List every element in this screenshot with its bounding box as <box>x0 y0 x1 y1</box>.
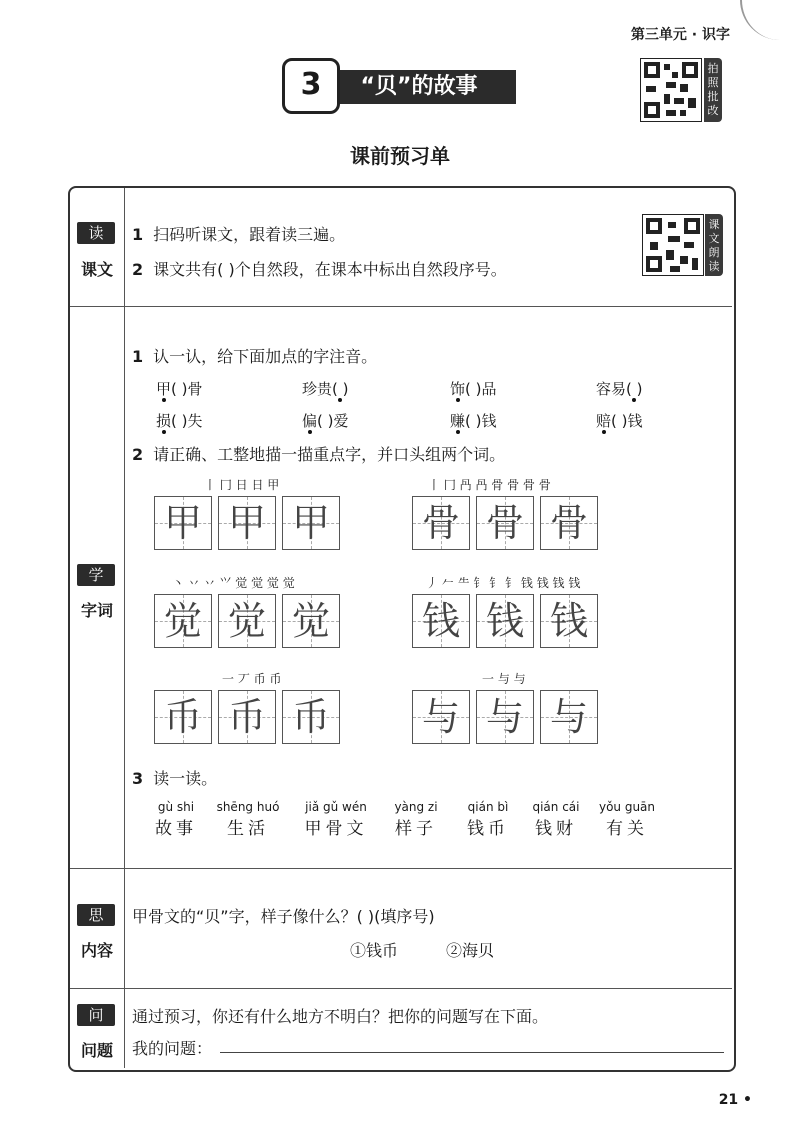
emphasis-dot <box>338 398 342 402</box>
learn-question-3: 3 读一读。 <box>132 769 218 788</box>
emphasis-dot <box>632 398 636 402</box>
tracing-box[interactable]: 觉 <box>282 594 340 648</box>
learn-question-2: 2 请正确、工整地描一描重点字，并口头组两个词。 <box>132 445 506 464</box>
word-item <box>384 800 448 839</box>
emphasis-dot <box>456 430 460 434</box>
word-hanzi: 有关 <box>606 819 648 839</box>
annotate-item: 赔( )钱 <box>596 412 643 430</box>
annotate-item: 珍贵( ) <box>302 380 349 398</box>
tracing-box[interactable]: 觉 <box>218 594 276 648</box>
annotate-item: 容易( ) <box>596 380 643 398</box>
tracing-box[interactable]: 钱 <box>476 594 534 648</box>
section-label-ask: 问题 <box>80 1041 113 1060</box>
word-item <box>456 800 520 839</box>
stroke-order: 一 丆 币 币 <box>222 672 282 686</box>
stroke-order: 一 与 与 <box>482 672 526 686</box>
emphasis-dot <box>162 398 166 402</box>
emphasis-dot <box>602 430 606 434</box>
column-divider <box>124 188 125 1068</box>
emphasis-dot <box>162 430 166 434</box>
word-pinyin: gù shi <box>157 800 195 814</box>
qr-side-label-reading: 课文朗读 <box>705 214 723 276</box>
word-pinyin: qián bì <box>467 800 509 814</box>
row-divider <box>70 988 732 989</box>
tracing-box[interactable]: 与 <box>540 690 598 744</box>
section-tag-read: 读 <box>77 222 115 244</box>
word-hanzi: 样子 <box>395 819 437 839</box>
annotate-item: 偏( )爱 <box>302 412 349 430</box>
annotate-item: 甲( )骨 <box>156 380 203 398</box>
tracing-box[interactable]: 币 <box>154 690 212 744</box>
lesson-title: “贝”的故事 <box>322 70 516 104</box>
qr-side-label-grading: 拍照批改 <box>704 58 722 122</box>
stroke-order: 丨 冂 冎 冎 骨 骨 骨 骨 <box>428 478 551 492</box>
tracing-box[interactable]: 骨 <box>476 496 534 550</box>
word-hanzi: 故事 <box>155 819 197 839</box>
tracing-box[interactable]: 与 <box>476 690 534 744</box>
tracing-box[interactable]: 币 <box>218 690 276 744</box>
unit-label: 第三单元 · 识字 <box>630 27 730 43</box>
tracing-box[interactable]: 钱 <box>412 594 470 648</box>
emphasis-dot <box>308 430 312 434</box>
think-question: 甲骨文的“贝”字，样子像什么？( )(填序号) <box>132 907 435 926</box>
tracing-grid-gu <box>412 496 598 550</box>
word-hanzi: 钱币 <box>467 819 509 839</box>
tracing-grid-jue <box>154 594 340 648</box>
tracing-grid-yu <box>412 690 598 744</box>
think-option-2: ②海贝 <box>446 941 495 960</box>
tracing-box[interactable]: 觉 <box>154 594 212 648</box>
section-label-learn: 字词 <box>80 601 113 620</box>
section-label-think: 内容 <box>80 941 113 960</box>
tracing-grid-qian <box>412 594 598 648</box>
tracing-box[interactable]: 币 <box>282 690 340 744</box>
section-tag-think: 思 <box>77 904 115 926</box>
word-pinyin: jiǎ gǔ wén <box>305 800 367 814</box>
annotate-item: 损( )失 <box>156 412 203 430</box>
tracing-box[interactable]: 与 <box>412 690 470 744</box>
think-option-1: ①钱币 <box>350 941 399 960</box>
page-corner-decoration <box>740 0 782 40</box>
answer-label: 我的问题： <box>132 1039 213 1058</box>
annotate-item: 赚( )钱 <box>450 412 497 430</box>
word-item <box>524 800 588 839</box>
qr-code-reading[interactable] <box>642 214 704 276</box>
word-item <box>294 800 378 839</box>
word-item <box>592 800 662 839</box>
word-item <box>212 800 284 839</box>
emphasis-dot <box>456 398 460 402</box>
row-divider <box>70 868 732 869</box>
read-question-1: 1 扫码听课文，跟着读三遍。 <box>132 225 346 244</box>
word-pinyin: qián cái <box>532 800 580 814</box>
tracing-box[interactable]: 钱 <box>540 594 598 648</box>
word-item <box>144 800 208 839</box>
stroke-order: 丨 冂 日 日 甲 <box>204 478 280 492</box>
word-pinyin: yǒu guān <box>598 800 656 814</box>
answer-line[interactable] <box>220 1052 724 1053</box>
tracing-grid-bi <box>154 690 340 744</box>
tracing-grid-jia <box>154 496 340 550</box>
qr-code-grading[interactable] <box>640 58 702 122</box>
lesson-number: 3 <box>282 58 340 114</box>
lesson-title-banner <box>282 58 520 110</box>
annotate-item: 饰( )品 <box>450 380 497 398</box>
stroke-order: 丶 丷 丷 ⺍ 觉 觉 觉 觉 <box>172 576 295 590</box>
section-tag-ask: 问 <box>77 1004 115 1026</box>
page-subtitle: 课前预习单 <box>350 144 450 168</box>
tracing-box[interactable]: 甲 <box>154 496 212 550</box>
row-divider <box>70 306 732 307</box>
section-label-read: 课文 <box>80 260 113 279</box>
word-hanzi: 甲骨文 <box>304 819 368 839</box>
tracing-box[interactable]: 骨 <box>540 496 598 550</box>
ask-prompt: 通过预习，你还有什么地方不明白？把你的问题写在下面。 <box>132 1007 549 1026</box>
word-pinyin: shēng huó <box>216 800 280 814</box>
read-question-2: 2 课文共有( )个自然段，在课本中标出自然段序号。 <box>132 260 507 279</box>
tracing-box[interactable]: 骨 <box>412 496 470 550</box>
word-pinyin: yàng zi <box>394 800 438 814</box>
word-hanzi: 钱财 <box>535 819 577 839</box>
section-tag-learn: 学 <box>77 564 115 586</box>
word-hanzi: 生活 <box>227 819 269 839</box>
page-number: 21 • <box>718 1092 752 1108</box>
stroke-order: 丿 𠂉 ⺧ 钅 钅 钅 钱 钱 钱 钱 <box>426 576 581 590</box>
tracing-box[interactable]: 甲 <box>218 496 276 550</box>
tracing-box[interactable]: 甲 <box>282 496 340 550</box>
learn-question-1: 1 认一认，给下面加点的字注音。 <box>132 347 378 366</box>
